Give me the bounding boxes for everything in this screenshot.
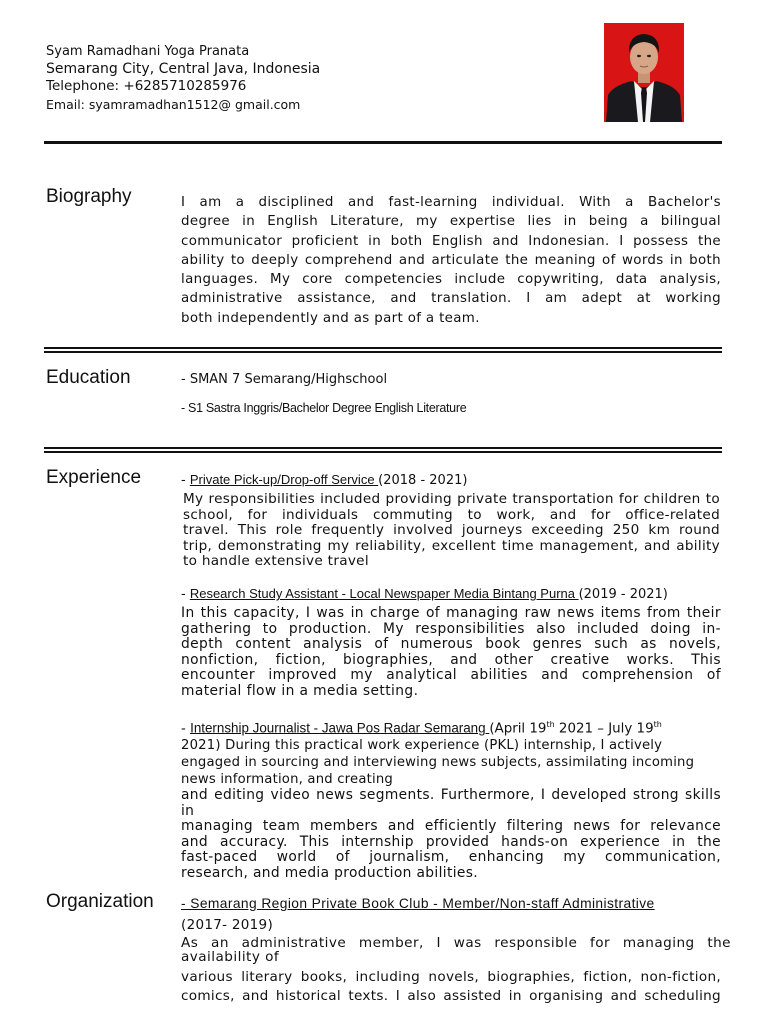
job-line: gathering to production. My responsibilities also included doing in- [181, 620, 721, 637]
job-role: Internship Journalist - Jawa Pos Radar Semarang [190, 720, 490, 736]
organization-item: - Semarang Region Private Book Club - Member/Non-staff Administrative [181, 896, 655, 911]
job-line: and accuracy. This internship provided hands-on experience in the [181, 833, 721, 850]
organization-line: availability of [181, 948, 280, 965]
job-line: fast-paced world of journalism, enhancing my communication, [181, 849, 721, 865]
ordinal-suffix: th [546, 720, 555, 729]
job-description-continued [181, 788, 721, 881]
job-line: school, for individuals commuting to work, and for office-related [183, 506, 720, 523]
organization-period: (2017- 2019) [181, 917, 274, 933]
job-description [183, 492, 720, 570]
job-heading [181, 586, 668, 602]
job-period: (2019 - 2021) [578, 587, 668, 602]
job-heading [181, 472, 467, 488]
job-period: (2018 - 2021) [378, 473, 468, 488]
job-prefix: - [181, 473, 190, 488]
applicant-name: Syam Ramadhani Yoga Pranata [46, 44, 250, 59]
organization-description-continued [181, 968, 721, 1006]
biography-heading: Biography [46, 186, 132, 207]
job-line: trip, demonstrating my reliability, excellent time management, and ability [183, 537, 720, 554]
education-item: - SMAN 7 Semarang/Highschool [181, 372, 388, 387]
education-heading: Education [46, 367, 131, 388]
applicant-telephone: Telephone: +6285710285976 [46, 78, 247, 94]
job-line: encounter improved my analytical abilities and comprehension of [181, 667, 721, 683]
biography-text [181, 193, 721, 328]
education-item: - S1 Sastra Inggris/Bachelor Degree English Literature [181, 401, 467, 415]
biography-line: I am a disciplined and fast-learning individual. With a Bachelor's [181, 195, 721, 210]
job-role: Research Study Assistant - Local Newspaper Media Bintang Purna [189, 586, 579, 601]
job-prefix: - [181, 721, 191, 737]
job-line: news information, and creating [181, 771, 393, 787]
organization-line: As an administrative member, I was responsible for managing the [181, 935, 731, 951]
ordinal-suffix: th [653, 720, 662, 729]
organization-line: comics, and historical texts. I also assisted in organising and scheduling [181, 988, 721, 1004]
job-description [181, 606, 721, 699]
organization-line: various literary books, including novels, biographies, fiction, non-fiction, [181, 969, 721, 985]
job-period-end: 2021 – July 19 [554, 721, 654, 737]
section-divider [44, 447, 722, 453]
job-line: travel. This role frequently involved journeys exceeding 250 km round [183, 522, 720, 538]
applicant-email: Email: syamramadhan1512@ gmail.com [46, 97, 301, 112]
job-period-start: (April 19 [489, 721, 547, 737]
biography-line: degree in English Literature, my expertise lies in being a bilingual [181, 214, 721, 230]
job-heading [181, 720, 662, 736]
job-line: nonfiction, fiction, biographies, and other creative works. This [181, 651, 721, 668]
job-prefix: - [181, 587, 190, 602]
experience-heading: Experience [46, 467, 142, 488]
job-line: In this capacity, I was in charge of managing raw news items from their [181, 605, 721, 621]
job-line: research, and media production abilities. [181, 864, 478, 881]
header-divider [44, 141, 722, 144]
job-line: My responsibilities included providing private transportation for children to [183, 491, 720, 507]
job-line: and editing video news segments. Furthermore, I developed strong skills in [181, 787, 721, 819]
job-role: Private Pick-up/Drop-off Service [189, 472, 379, 487]
organization-heading: Organization [46, 891, 154, 912]
job-line: material flow in a media setting. [181, 682, 419, 699]
organization-description [181, 937, 731, 964]
job-line: engaged in sourcing and interviewing news subjects, assimilating incoming [181, 754, 695, 770]
job-line: 2021) During this practical work experience (PKL) internship, I actively [181, 738, 663, 753]
job-line: depth content analysis of numerous book genres such as novels, [181, 636, 721, 652]
biography-line: languages. My core competencies include copywriting, data analysis, [181, 272, 721, 288]
applicant-location: Semarang City, Central Java, Indonesia [46, 61, 321, 77]
biography-line: ability to deeply comprehend and articulate the meaning of words in both [181, 252, 721, 268]
biography-line: administrative assistance, and translation. I am adept at working [181, 291, 721, 307]
job-line: to handle extensive travel [183, 553, 369, 569]
job-description [181, 738, 721, 788]
biography-line: both independently and as part of a team. [181, 310, 480, 326]
section-divider [44, 347, 722, 353]
profile-photo [604, 23, 684, 122]
biography-line: communicator proficient in both English and Indonesian. I possess the [181, 233, 721, 249]
job-line: managing team members and efficiently filtering news for relevance [181, 818, 721, 834]
